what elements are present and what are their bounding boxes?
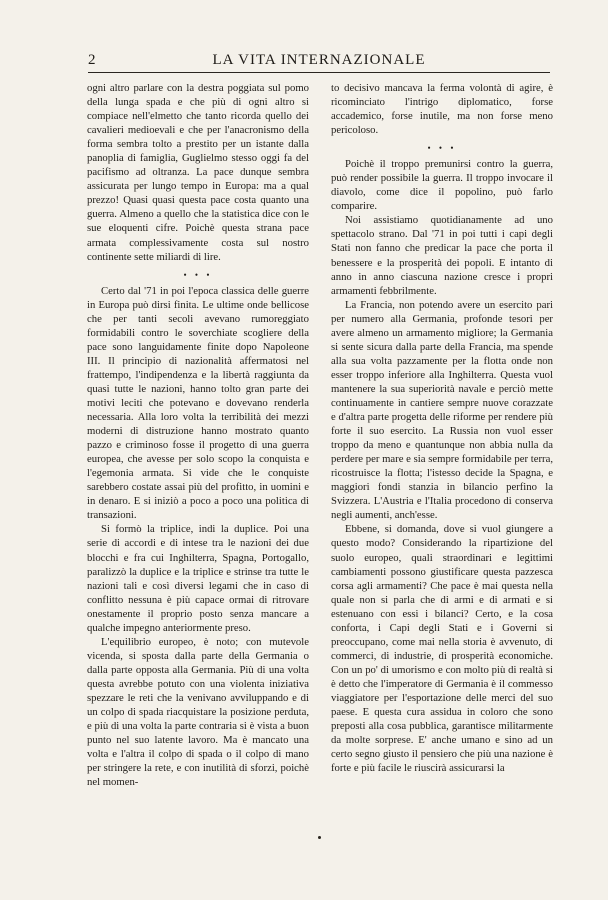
section-separator: • • • — [183, 269, 213, 280]
running-title: LA VITA INTERNAZIONALE — [212, 52, 426, 68]
right-paragraph-1: to decisivo mancava la ferma volontà di agire, è ricominciato l'intrigo diplomatico, forse accademico, forse inutile, ma non forse meno pericoloso. — [331, 82, 553, 137]
right-paragraph-5: Ebbene, si domanda, dove si vuol giungere a questo modo? Considerando la ripartizione del suolo europeo, quali straordinari e legittimi cambiamenti possono giustificare questa pazzesca corsa agli armamenti? Che pace è mai questa nella quale non si parla che di armi e di armati e si estenuano con essi i bilanci? Certo, e la cosa conforta, i Capi degli Stati e i Governi si preoccupano, come mai nella storia è avvenuto, di commerci, di industrie, di prosperità economiche. Con un po' di umorismo e con molto più di realtà si è detto che l'imperatore di Germania è il commesso viaggiatore per l'esportazione delle merci del suo paese. E questa cura assidua in coloro che sono preposti alla cosa pubblica, garantisce militarmente da molte sorprese. E' anche umano e sino ad un certo segno giusto il pensiero che più una nazione è forte e più facile le riuscirà assicurarsi la — [331, 523, 553, 775]
left-paragraph-3: Si formò la triplice, indi la duplice. Poi una serie di accordi e di intese tra le nazioni dei due blocchi e fra cui Inghilterra, Spagna, Portogallo, paralizzò la duplice e la triplice e strinse tra tutte le nazioni tali e così diversi legami che in caso di conflitto nessuna è più capace ormai di ritrovare onestamente il proprio posto senza mancare a qualche impegno anteriormente preso. — [87, 523, 309, 634]
print-mark — [318, 836, 321, 839]
left-column — [87, 81, 309, 789]
page-number: 2 — [88, 52, 96, 68]
left-paragraph-4: L'equilibrio europeo, è noto; con mutevole vicenda, si sposta dalla parte della Germania o dalla parte opposta alla Germania. Più di una volta questa avrebbe potuto con una violenta iniziativa spezzare le reti che la venivano avviluppando e di un colpo di spada riacquistare la posizione perduta, e più di una volta la parte contraria si è vista a buon punto nel suo latente lavoro. Ma è mancato una volta e l'altra il colpo di spada o il colpo di mano per stringere la rete, e con inutilità di sforzi, poichè nel momen- — [87, 635, 309, 789]
right-paragraph-2: Poichè il troppo premunirsi contro la guerra, può render possibile la guerra. Il troppo invocare il diavolo, come dice il popolino, può farlo comparire. — [331, 158, 553, 213]
right-paragraph-4: La Francia, non potendo avere un esercito pari per numero alla Germania, profonde tesori per avere almeno un armamento migliore; la Germania si sente sicura dalla parte della Francia, ma spende alla sua volta pazzamente per la flotta onde non esser troppo inferiore alla Inghilterra. Questa vuol mantenere la sua superiorità navale e perciò mette continuamente in cantiere sempre nuove corazzate e d'altra parte progetta delle riforme per rendere più forte il suo esercito. La Russia non vuol esser troppo da meno e quantunque non abbia nulla da perdere per mare e sia sempre formidabile per terra, ricostruisce la flotta; l'istesso decide la Spagna, e maggiori fondi stanzia in bilancio perfino la Svizzera. L'Austria e l'Italia procedono di conserva negli aumenti, anch'esse. — [331, 298, 553, 522]
right-paragraph-3: Noi assistiamo quotidianamente ad uno spettacolo strano. Dal '71 in poi tutti i capi degli Stati non fanno che predicar la pace che porta il benessere e la prosperità dei popoli. E intanto di anno in anno ciascuna nazione cresce i propri armamenti febbrilmente. — [331, 214, 553, 297]
right-column — [331, 81, 553, 775]
section-separator: • • • — [427, 143, 457, 154]
left-paragraph-2: Certo dal '71 in poi l'epoca classica delle guerre in Europa può dirsi finita. Le ultime onde bellicose che per tanti secoli avevano rumoreggiato formidabili contro le soverchiate scogliere della pace sono languidamente finite dopo Napoleone III. Il principio di nazionalità affermatosi nel frattempo, l'indipendenza e la libertà raggiunta da quasi tutte le nazioni, hanno tolto gran parte dei motivi leciti che potevano e dovevano renderla necessaria. Alla loro volta la terribilità dei mezzi moderni di distruzione hanno mostrato quanto pazzo e criminoso fosse il progetto di una guerra europea, che avesse per solo scopo la conquista e l'egemonia armata. Si vide che le conquiste sarebbero costate assai più del profitto, in uomini e in denaro. E si iniziò a poco a poco una politica di transazioni. — [87, 284, 309, 522]
left-paragraph-1: ogni altro parlare con la destra poggiata sul pomo della lunga spada e che più di ogni altro si compiace nell'elmetto che tanto ricorda quello dei cavalieri medioevali e che per l'anacronismo della forma sembra tolto a prestito per un istante dalla panoplia di famiglia, Guglielmo stesso oggi fa del pacifismo ad oltranza. La pace dunque sembra assicurata per lungo tempo in Europa: ma a qual prezzo! Quasi quasi questa pace costa quanto una guerra. Almeno a quello che la statistica dice con le sue eloquenti cifre. Poichè questa strana pace armata complessivamente costa sul nostro continente sette miliardi di lire. — [87, 82, 309, 263]
running-header — [88, 50, 550, 73]
